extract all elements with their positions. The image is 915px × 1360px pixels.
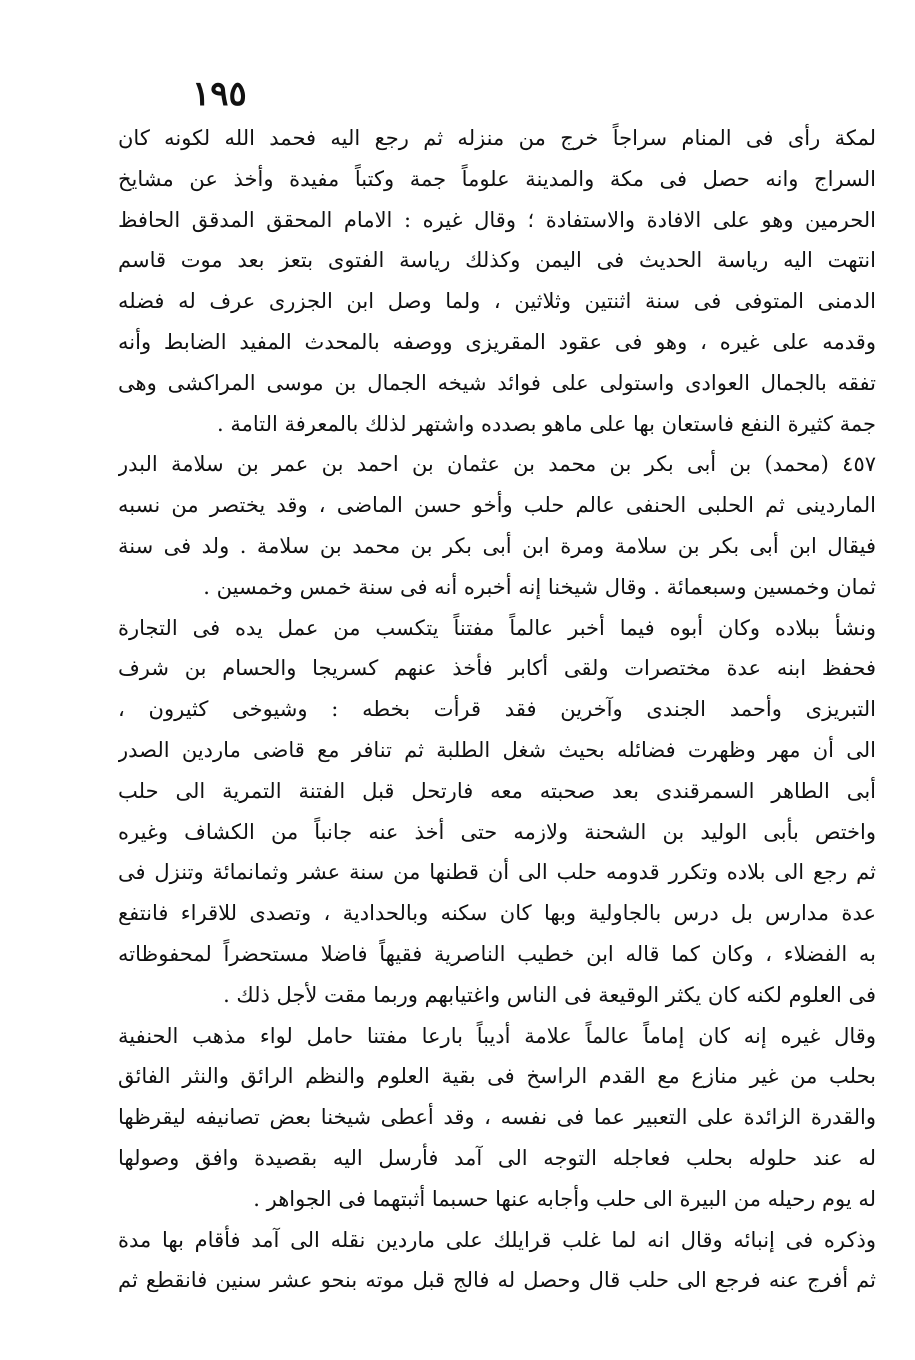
text-line: أبى الطاهر السمرقندى بعد صحبته معه فارتحل قبل الفتنة التمرية الى حلب [118,778,876,803]
text-line: ونشأ ببلاده وكان أبوه فيما أخبر عالماً مفتناً يتكسب من عمل يده فى التجارة [118,615,876,640]
text-line: الى أن مهر وظهرت فضائله بحيث شغل الطلبة ثم تنافر مع قاضى ماردين الصدر [118,737,876,762]
text-line: انتهت اليه رياسة الحديث فى اليمن وكذلك رياسة الفتوى بتعز بعد موت قاسم [118,248,876,273]
text-line: ثم رجع الى بلاده وتكرر قدومه حلب الى أن قطنها من سنة عشر وثمانمائة وتنزل فى [118,860,876,885]
text-line: وقال غيره إنه كان إماماً عالماً علامة أديباً بارعا مفتنا حامل لواء مذهب الحنفية [118,1023,876,1048]
text-line: التبريزى وأحمد الجندى وآخرين فقد قرأت بخطه : وشيوخى كثيرون ، [118,697,876,722]
text-line: جمة كثيرة النفع فاستعان بها على ماهو بصدده واشتهر لذلك بالمعرفة التامة . [217,411,876,436]
text-line: له عند حلوله بحلب فعاجله التوجه الى آمد فأرسل اليه بقصيدة وافق وصولها [118,1145,876,1170]
text-line: وقدمه على غيره ، وهو فى عقود المقريزى ووصفه بالمحدث المفيد الضابط وأنه [118,329,876,354]
text-line: بحلب من غير منازع مع القدم الراسخ فى بقية العلوم والنظم الرائق والنثر الفائق [118,1064,876,1089]
text-line: السراج وانه حصل فى مكة والمدينة علوماً جمة وكتباً مفيدة وأخذ عن مشايخ [118,166,876,191]
text-line: ثم أفرج عنه فرجع الى حلب قال وحصل له فالج قبل موته بنحو عشر سنين فانقطع ثم [118,1268,876,1293]
text-line: به الفضلاء ، وكان كما قاله ابن خطيب الناصرية فقيهاً فاضلا مستحضراً لمحفوظاته [118,941,876,966]
text-line: ثمان وخمسين وسبعمائة . وقال شيخنا إنه أخبره أنه فى سنة خمس وخمسين . [203,574,876,599]
text-line: لمكة رأى فى المنام سراجاً خرج من منزله ثم رجع اليه فحمد الله لكونه كان [118,126,876,150]
text-line: الدمنى المتوفى فى سنة اثنتين وثلاثين ، ولما وصل ابن الجزرى عرف له فضله [118,289,876,314]
page-number: ١٩٥ [192,74,247,114]
entry-heading-line: ٤٥٧ (محمد) بن أبى بكر بن محمد بن عثمان بن احمد بن عمر بن سلامة البدر [118,452,876,477]
text-line: تفقه بالجمال العوادى واستولى على فوائد شيخه الجمال بن موسى المراكشى وهى [118,370,876,395]
text-line: فى العلوم لكنه كان يكثر الوقيعة فى الناس واغتيابهم وربما مقت لأجل ذلك . [223,982,876,1007]
text-line: الماردينى ثم الحلبى الحنفى عالم حلب وأخو حسن الماضى ، وقد يختصر من نسبه [118,493,876,518]
text-line: عدة مدارس بل درس بالجاولية وبها كان سكنه وبالحدادية ، وتصدى للاقراء فانتفع [118,901,876,926]
text-line: والقدرة الزائدة على التعبير عما فى نفسه ، وقد أعطى شيخنا بعض تصانيفه ليقرظها [118,1105,876,1130]
text-line: فيقال ابن أبى بكر بن سلامة ومرة ابن أبى بكر بن محمد بن سلامة . ولد فى سنة [118,533,876,558]
text-line: واختص بأبى الوليد بن الشحنة ولازمه حتى أخذ عنه جانباً من الكشاف وغيره [118,819,876,844]
text-line: له يوم رحيله من البيرة الى حلب وأجابه عنها حسبما أثبتهما فى الجواهر . [253,1186,876,1211]
text-line: وذكره فى إنبائه وقال انه لما غلب قرايلك على ماردين نقله الى آمد فأقام بها مدة [118,1227,876,1252]
body-text [118,118,876,1301]
text-line: فحفظ ابنه عدة مختصرات ولقى أكابر فأخذ عنهم كسريجا والحسام بن شرف [118,656,876,681]
text-line: الحرمين وهو على الافادة والاستفادة ؛ وقال غيره : الامام المحقق المدقق الحافظ [118,207,876,232]
